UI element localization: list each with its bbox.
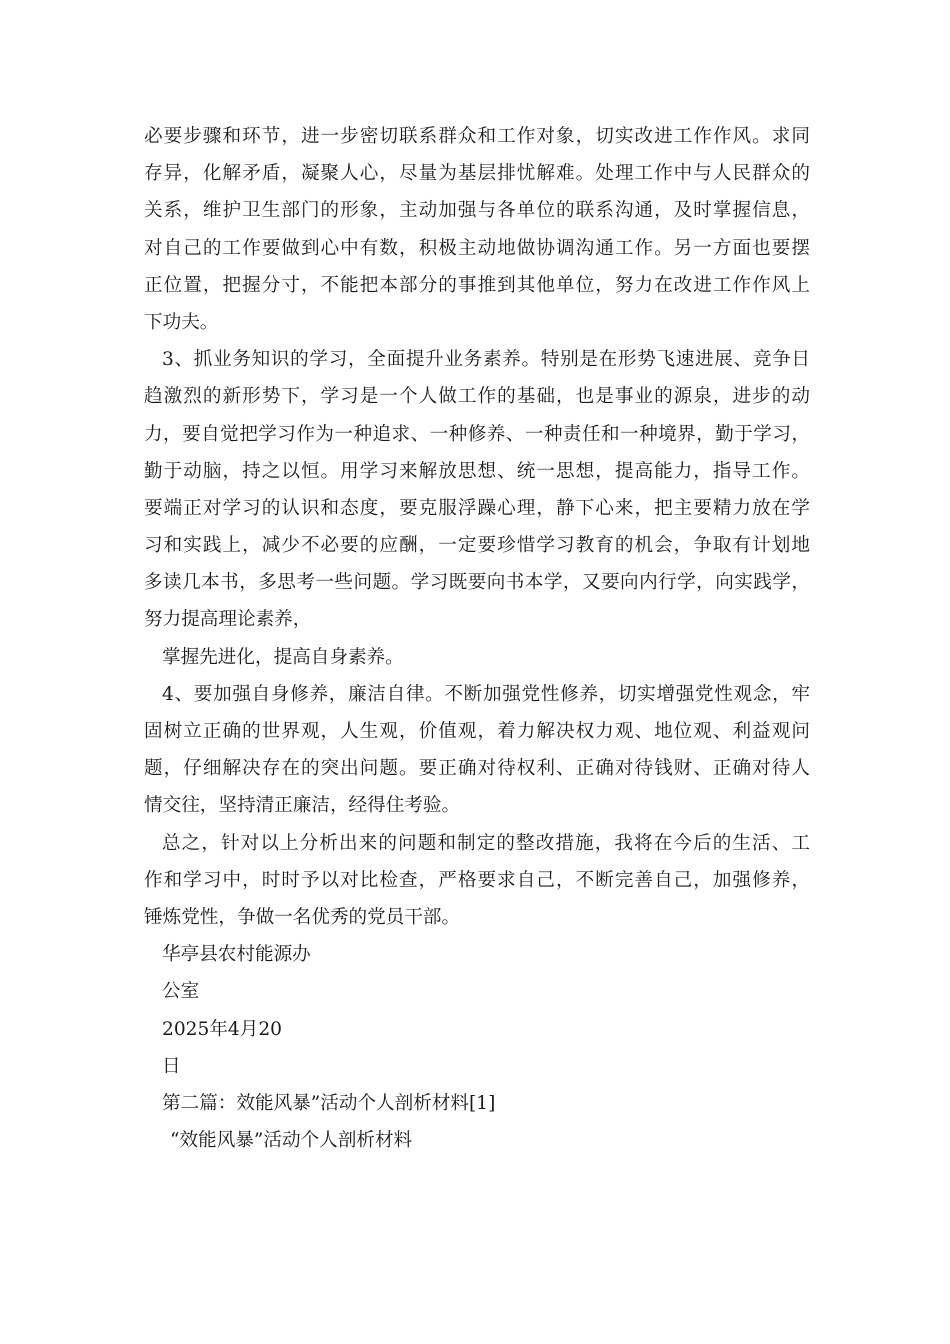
document-page <box>144 118 810 1159</box>
paragraph-line: 题，仔细解决存在的突出问题。要正确对待权利、正确对待钱财、正确对待人 <box>144 758 810 780</box>
paragraph-line: 正位置，把握分寸，不能把本部分的事推到其他单位，努力在改进工作作风上 <box>144 274 810 296</box>
paragraph-line: 固树立正确的世界观，人生观，价值观，着力解决权力观、地位观、利益观问 <box>144 721 810 742</box>
paragraph-line: 下功夫。 <box>144 311 219 333</box>
paragraph-line: 4、要加强自身修养，廉洁自律。不断加强党性修养，切实增强党性观念，牢 <box>162 683 810 705</box>
paragraph-line: 必要步骤和环节，进一步密切联系群众和工作对象，切实改进工作作风。求同 <box>144 126 810 147</box>
section-title: “效能风暴”活动个人剖析材料 <box>170 1130 413 1152</box>
signature-organization: 华亭县农村能源办 <box>162 944 311 966</box>
paragraph-line: 多读几本书，多思考一些问题。学习既要向书本学，又要向内行学，向实践学， <box>144 572 810 594</box>
paragraph-line: 3、抓业务知识的学习，全面提升业务素养。特别是在形势飞速进展、竞争日 <box>162 349 810 371</box>
paragraph-line: 勤于动脑，持之以恒。用学习来解放思想、统一思想，提高能力，指导工作。 <box>144 460 810 482</box>
signature-date-cont: 日 <box>162 1055 181 1077</box>
signature-date: 2025年4月20 <box>162 1018 282 1040</box>
paragraph-line: 对自己的工作要做到心中有数，积极主动地做协调沟通工作。另一方面也要摆 <box>144 237 810 259</box>
paragraph-line: 习和实践上，减少不必要的应酬，一定要珍惜学习教育的机会，争取有计划地 <box>144 535 810 557</box>
section-heading: 第二篇：效能风暴”活动个人剖析材料[1] <box>162 1092 496 1114</box>
paragraph-line: 关系，维护卫生部门的形象，主动加强与各单位的联系沟通，及时掌握信息， <box>144 200 810 222</box>
paragraph-line: 要端正对学习的认识和态度，要克服浮躁心理，静下心来，把主要精力放在学 <box>144 497 810 519</box>
paragraph-line: 趋激烈的新形势下，学习是一个人做工作的基础，也是事业的源泉，进步的动 <box>144 386 810 408</box>
paragraph-line: 作和学习中，时时予以对比检查，严格要求自己，不断完善自己，加强修养， <box>144 869 810 891</box>
paragraph-line: 情交往，坚持清正廉洁，经得住考验。 <box>144 795 461 817</box>
paragraph-line: 力，要自觉把学习作为一种追求、一种修养、一种责任和一种境界，勤于学习， <box>144 423 810 445</box>
paragraph-line: 总之，针对以上分析出来的问题和制定的整改措施，我将在今后的生活、工 <box>162 832 810 854</box>
paragraph-line: 锤炼党性，争做一名优秀的党员干部。 <box>144 906 461 928</box>
signature-organization-cont: 公室 <box>162 981 200 1003</box>
paragraph-line: 掌握先进化，提高自身素养。 <box>162 646 404 668</box>
paragraph-line: 努力提高理论素养， <box>144 609 312 631</box>
paragraph-line: 存异，化解矛盾，凝聚人心，尽量为基层排忧解难。处理工作中与人民群众的 <box>144 163 810 185</box>
